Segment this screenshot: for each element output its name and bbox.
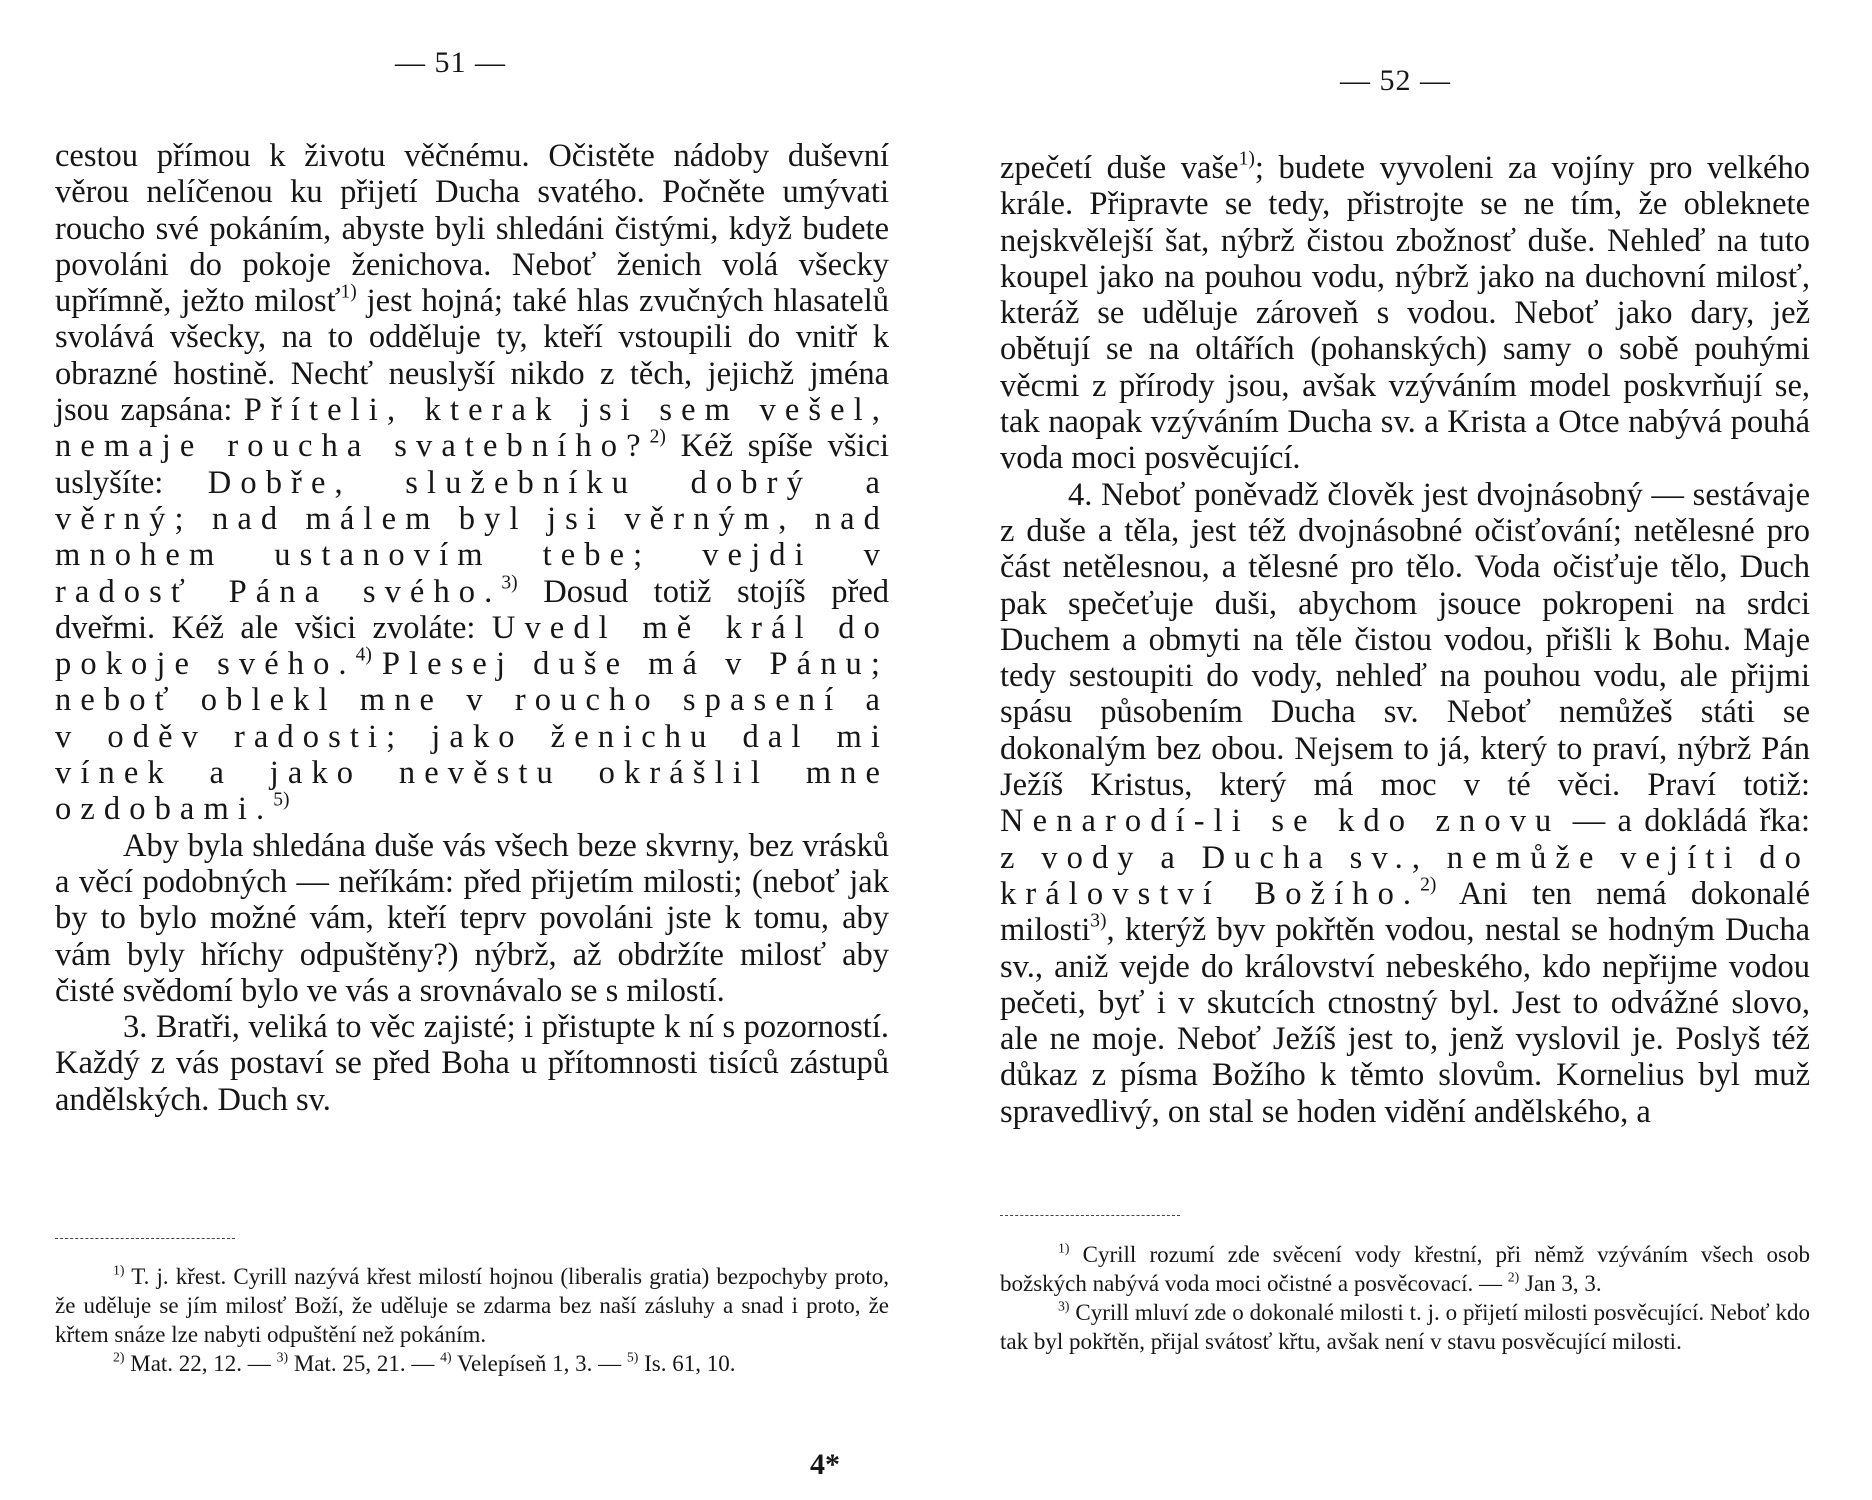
footnote-separator xyxy=(55,1238,235,1239)
footnote-ref: 2) xyxy=(1507,1269,1520,1285)
footnote-ref: 3) xyxy=(1058,1298,1070,1314)
text-run: — a dokládá řka: xyxy=(1560,803,1810,840)
footnote xyxy=(1000,1240,1810,1298)
right-page xyxy=(1000,0,1810,1500)
footnote xyxy=(55,1262,889,1349)
signature-mark: 4* xyxy=(810,1448,840,1481)
text-run: Velepíseň 1, 3. — xyxy=(451,1351,627,1376)
footnote-ref: 1) xyxy=(113,1262,125,1278)
footnotes xyxy=(1000,1240,1810,1356)
text-run xyxy=(372,646,382,682)
spaced-quote: Dobře, služebníku dobrý a věrný; nad málem byl jsi věrným, nad mnohem ustanovím tebe; vejdi v radosť Pána svého. xyxy=(55,464,889,610)
page-number: — 52 — xyxy=(1340,64,1451,97)
text-run: zpečetí duše vaše xyxy=(1000,150,1239,186)
text-run: ; budete vyvoleni za vojíny pro velkého krále. Připravte se tedy, přistrojte se ne tím, že obleknete nejskvělejší šat, nýbrž čistou zbožnosť duše. Nehleď na tuto koupel jako na pouhou vodu, nýbrž jako na duchovní milosť, kteráž se uděluje zároveň s vodou. Neboť jako dary, jež obětují se na oltářích (pohanských) samy o sobě pouhými věcmi z přírody jsou, avšak vzýváním model poskvrňují se, tak naopak vzýváním Ducha sv. a Krista a Otce nabývá pouhá voda moci posvěcující. xyxy=(1000,150,1810,477)
footnote-ref: 4) xyxy=(440,1349,452,1365)
page-number: — 51 — xyxy=(395,46,506,79)
paragraph xyxy=(1000,477,1810,1130)
footnote xyxy=(55,1349,889,1378)
spaced-quote: Uvedl mě král do pokoje svého. xyxy=(55,609,889,683)
footnote-ref: 3) xyxy=(1090,910,1107,932)
footnote-ref: 3) xyxy=(501,571,518,593)
footnote-ref: 5) xyxy=(626,1349,639,1365)
text-run: Jan 3, 3. xyxy=(1519,1271,1602,1296)
footnote-ref: 4) xyxy=(355,644,372,666)
left-page xyxy=(55,0,889,1500)
footnote-separator xyxy=(1000,1215,1180,1216)
paragraph xyxy=(55,828,889,1009)
spaced-quote: Příteli, kterak jsi sem vešel, nemaje roucha svatebního? xyxy=(55,392,889,465)
body-text xyxy=(1000,150,1810,1130)
footnote-ref: 2) xyxy=(113,1349,125,1365)
footnote-ref: 5) xyxy=(273,789,290,811)
body-text xyxy=(55,138,889,1118)
text-run: jest hojná; také hlas zvučných hlasatelů svolává všecky, na to odděluje ty, kteří vstoupili do vnitř k obrazné hostině. Nechť neuslyší nikdo z těch, jejichž jména jsou zapsána: xyxy=(55,283,889,429)
paragraph xyxy=(55,138,889,828)
paragraph xyxy=(1000,150,1810,477)
spaced-quote: Plesej duše má v Pánu; neboť oblekl mne v roucho spasení a v oděv radosti; jako ženichu dal mi vínek a jako nevěstu okrášlil mne ozdobami. xyxy=(55,646,890,828)
footnote-ref: 1) xyxy=(1058,1240,1070,1256)
footnote-ref: 2) xyxy=(1420,874,1437,896)
text-run: Cyrill rozumí zde svěcení vody křestní, při němž vzýváním všech osob božských nabývá voda moci očistné a posvěcovací. — xyxy=(1000,1242,1810,1296)
text-run: 3. Bratři, veliká to věc zajisté; i přistupte k ní s pozorností. Každý z vás postaví se před Boha u přítomnosti tisíců zástupů andělských. Duch sv. xyxy=(55,1009,889,1118)
footnote-ref: 1) xyxy=(1238,148,1255,170)
footnote xyxy=(1000,1298,1810,1356)
text-run: , kterýž byv pokřtěn vodou, nestal se hodným Ducha sv., aniž vejde do království nebeského, kdo nepřijme vodou pečeti, byť i v skutcích ctnostný byl. Jest to odvážné slovo, ale ne moje. Neboť Ježíš jest to, jenž vyslovil je. Poslyš též důkaz z písma Božího k těmto slovům. Kornelius byl muž spravedlivý, on stal se hoden vidění andělského, a xyxy=(1000,912,1810,1130)
text-run: Is. 61, 10. xyxy=(638,1351,736,1376)
spaced-quote: Nenarodí-li se kdo znovu xyxy=(1000,803,1561,840)
text-run: T. j. křest. Cyrill nazývá křest milostí hojnou (liberalis gratia) bezpochyby proto, že uděluje se jím milosť Boží, že uděluje se zdarma bez naší zásluhy a snad i proto, že křtem snáze lze nabyti odpuštění než pokáním. xyxy=(55,1264,889,1347)
text-run: Ani ten nemá dokonalé milosti xyxy=(1000,875,1811,949)
text-run: 4. Neboť poněvadž člověk jest dvojnásobný — sestávaje z duše a těla, jest též dvojnásobné očisťování; netělesné pro část netělesnou, a tělesné pro tělo. Voda očisťuje tělo, Duch pak spečeťuje duši, abychom jsouce pokropeni na srdci Duchem a obmyti na těle čistou vodou, přišli k Bohu. Maje tedy sestoupiti do vody, nehleď na pouhou vodu, ale přijmi spásu působením Ducha sv. Neboť nemůžeš státi se dokonalým bez obou. Nejsem to já, který to praví, nýbrž Pán Ježíš Kristus, který má moc v té věci. Praví totiž: xyxy=(1000,476,1810,804)
text-run: Dosud totiž stojíš před dveřmi. Kéž ale všici zvoláte: xyxy=(55,573,889,646)
footnotes xyxy=(55,1262,889,1378)
footnote-ref: 3) xyxy=(276,1349,289,1365)
paragraph xyxy=(55,1009,889,1118)
text-run: Cyrill mluví zde o dokonalé milosti t. j. o přijetí milosti posvěcující. Neboť kdo tak byl pokřtěn, přijal svátosť křtu, avšak není v stavu posvěcující milosti. xyxy=(1000,1300,1810,1354)
text-run: Mat. 25, 21. — xyxy=(288,1351,441,1376)
text-run: Kéž spíše všici uslyšíte: xyxy=(55,428,889,501)
text-run: Aby byla shledána duše vás všech beze skvrny, bez vrásků a věcí podobných — neříkám: před přijetím milosti; (neboť jak by to bylo možné vám, kteří teprv povoláni jste k tomu, aby vám byly hříchy odpuštěny?) nýbrž, až obdržíte milosť aby čisté svědomí bylo ve vás a srovnávalo se s milostí. xyxy=(55,827,889,1009)
text-run: cestou přímou k životu věčnému. Očistěte nádoby duševní věrou nelíčenou ku přijetí Ducha svatého. Počněte umývati roucho své pokáním, abyste byli shledáni čistými, když budete povoláni do pokoje ženichova. Neboť ženich volá všecky upřímně, ježto milosť xyxy=(55,138,889,320)
footnote-ref: 2) xyxy=(649,426,666,448)
text-run: Mat. 22, 12. — xyxy=(124,1351,277,1376)
footnote-ref: 1) xyxy=(340,281,357,303)
spaced-quote: z vody a Ducha sv., nemůže vejíti do království Božího. xyxy=(1000,839,1810,912)
